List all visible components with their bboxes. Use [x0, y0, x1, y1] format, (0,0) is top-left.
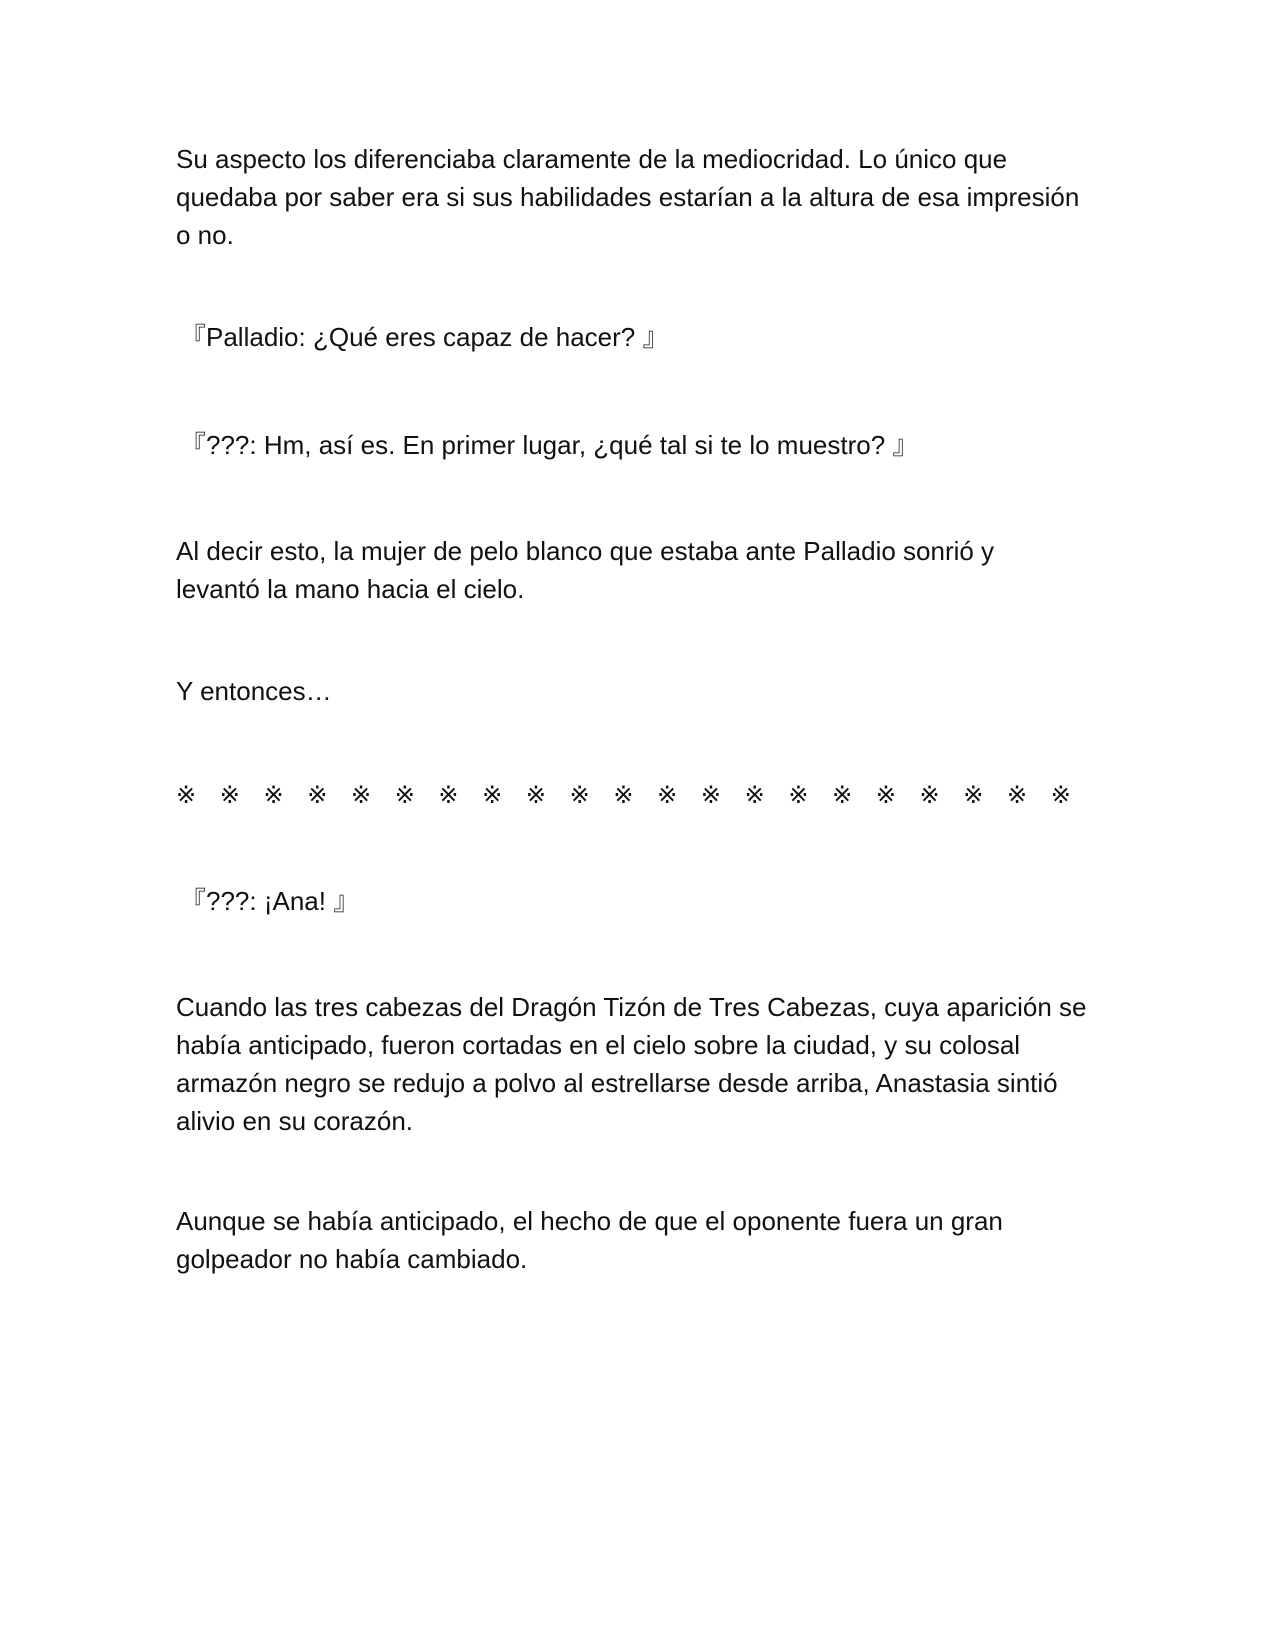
dialogue-palladio — [180, 318, 1100, 356]
separator-marks: ※ ※ ※ ※ ※ ※ ※ ※ ※ ※ ※ ※ ※ ※ ※ ※ ※ ※ ※ ※ ※ — [176, 781, 1079, 809]
text-line: Su aspecto los diferenciaba claramente de la mediocridad. Lo único que — [176, 144, 1008, 174]
text-line: Aunque se había anticipado, el hecho de que el oponente fuera un gran — [176, 1206, 1003, 1236]
paragraph-opponent — [176, 1202, 1096, 1278]
dialogue-ana — [180, 882, 1100, 920]
text-line: Cuando las tres cabezas del Dragón Tizón de Tres Cabezas, cuya aparición se — [176, 992, 1087, 1022]
text-line: levantó la mano hacia el cielo. — [176, 574, 525, 604]
text-line: Y entonces… — [176, 676, 332, 706]
paragraph-dragon — [176, 988, 1096, 1140]
paragraph-appearance — [176, 140, 1096, 254]
scene-separator — [176, 776, 1096, 814]
text-line: 『???: ¡Ana! 』 — [180, 886, 360, 916]
text-line: Al decir esto, la mujer de pelo blanco que estaba ante Palladio sonrió y — [176, 536, 995, 566]
paragraph-white-haired-woman — [176, 532, 1096, 608]
text-line: quedaba por saber era si sus habilidades estarían a la altura de esa impresión — [176, 182, 1080, 212]
text-line: había anticipado, fueron cortadas en el cielo sobre la ciudad, y su colosal — [176, 1030, 1021, 1060]
paragraph-and-then — [176, 672, 1096, 710]
dialogue-unknown-speaker — [180, 426, 1100, 464]
text-line: 『???: Hm, así es. En primer lugar, ¿qué tal si te lo muestro? 』 — [180, 430, 919, 460]
text-line: armazón negro se redujo a polvo al estrellarse desde arriba, Anastasia sintió — [176, 1068, 1058, 1098]
text-line: o no. — [176, 220, 234, 250]
text-line: golpeador no había cambiado. — [176, 1244, 528, 1274]
text-line: alivio en su corazón. — [176, 1106, 414, 1136]
text-line: 『Palladio: ¿Qué eres capaz de hacer? 』 — [180, 322, 669, 352]
